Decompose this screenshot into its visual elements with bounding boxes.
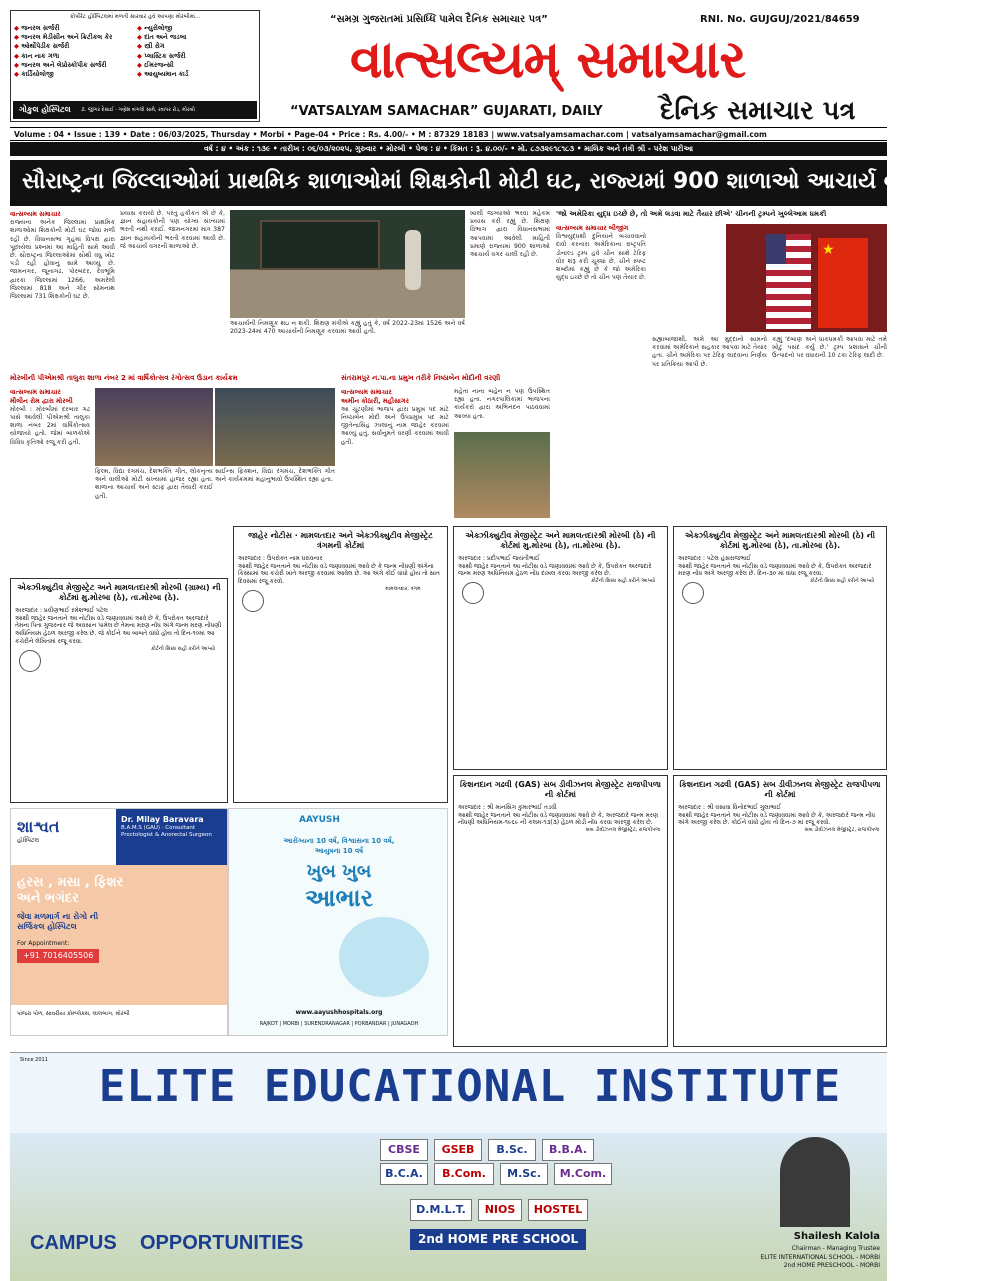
morbi-story-title: મોરબીની પીએમશ્રી તાલુકા શાળા નંબર 2 માં વાર્ષિકોત્સવ રંગોત્સવ ઉડાન કાર્યક્રમ (10, 374, 238, 382)
service-item: ◆ પ્લાસ્ટિક સર્જરી (137, 52, 256, 60)
lead-credit: વાત્સલ્યમ સમાચાર (10, 210, 61, 218)
course-badge: NIOS (478, 1199, 522, 1221)
notice-title: કિશનદાન ગઢવી (GAS) સબ ડીવીઝનલ મેજીસ્ટ્રેટ રાજપીપળા ની કોર્ટમાં (679, 780, 881, 800)
lead-story-col3 (230, 320, 465, 370)
classroom-photo (230, 210, 465, 318)
lead-story-col4 (470, 210, 550, 370)
seal-icon (682, 582, 704, 604)
notice-5 (453, 775, 668, 1047)
seal-icon (242, 590, 264, 612)
elite-institute-ad (10, 1052, 887, 1280)
notice-6 (673, 775, 887, 1047)
service-item: ◆ જનરલ મેડીસીન અને ક્રિટીકલ કેર (14, 33, 133, 41)
ad-line2: અને ભગંદર (17, 891, 79, 907)
notice-1 (10, 578, 228, 803)
morbi-credit: વાત્સલ્યમ સમાચાર (10, 388, 61, 396)
course-badge: HOSTEL (528, 1199, 588, 1221)
aayush-line2: આયુષના 10 વર્ષ (314, 847, 364, 855)
service-item: ◆ દાંત અને જડબા (137, 33, 256, 41)
ad-line1: હરસ , મસા , ફિશર (17, 875, 124, 890)
notice-case: અરજદાર : ઉપરોક્ત નામ ધરાવનાર (238, 554, 323, 562)
service-item: ◆ ઓર્થોપેડીક સર્જરી (14, 42, 133, 50)
notice-case: અરજદાર : પ્રદીપભાઈ જયંતીભાઈ (458, 554, 540, 562)
us-story-col1 (556, 224, 646, 424)
aayush-hospital-ad (228, 808, 448, 1036)
teacher-figure (405, 230, 421, 290)
notice-body: આથી જાહેર જનતાને આ નોટીસ વડે જણાવવામાં આવે છે કે જન્મ નોંધણી અંગેના કિસ્સામાં આ કચેરી ખાતે અરજી કરવામાં આવેલ છે. આ અંગે કોઈ વાંધો હોય તો સાત દિવસમાં રજૂ કરવો. (238, 562, 440, 586)
issue-info-bar: Volume : 04 • Issue : 139 • Date : 06/03/2025, Thursday • Morbi • Page-04 • Price : Rs. 4.00/- • M : 87329 18183 | www.vatsalyamsamachar.com | vatsalyamsamachar@gmail.com (10, 127, 887, 141)
morbi-author: મૌલીન રોમ દ્વારા મોરબી (10, 397, 73, 406)
masthead-hospital-ad (10, 10, 260, 122)
shashwat-address: પાંજરા પોળ, સાવરીયા કોમ્પ્લેક્સ, લાલબાગ, મોરબી (17, 1011, 130, 1017)
morbi-stage-photo-1 (95, 388, 213, 466)
us-story-col3 (772, 336, 887, 426)
santram-text-a: આ ચૂંટણીમાં ભાજપ દ્વારા પ્રમુખ પદ માટે નિષ્ઠાબેન મોદી અને ઉપપ્રમુખ પદ માટે જીતેન્દ્રસિંહ ઝાલાનું નામ જાહેર કરવામાં આવ્યું હતું. સર્વાનુમતે વરણી કરવામાં આવી હતી. (341, 405, 449, 446)
notice-body: આથી જાહેર જનતાને આ નોટીસ વડે જણાવવામાં આવે છે કે, ઉપરોક્ત અરજદારે જન્મ મરણ અધિનિયમ હેઠળ નોંધ દાખલ કરવા અરજી કરેલ છે. (458, 562, 652, 578)
notice-body: આથી જાહેર જનતાને આ નોટીસ વડે જણાવવામાં આવે છે કે, અરજદારે જન્મ નોંધ અંગે અરજી કરેલ છે. કોઈને વાંધો હોય તો દિન-૭ માં રજૂ કરવો. (678, 811, 876, 827)
ad-intro: કોર્પોરેટ હોસ્પિટલમાં મળતી સારવાર હવે આપણા મોરબીમાં... (69, 14, 201, 20)
appt-phone: +91 7016405506 (17, 949, 99, 963)
shashwat-hospital-ad (10, 808, 228, 1036)
newspaper-daily: દૈનિક સમાચાર પત્ર (660, 96, 856, 126)
santram-author: અમીન કોઠારી, મહીસાગર (341, 397, 409, 406)
santram-text-b: મહેતા નાના બહેન ન પણ ઉપસ્થિત રહ્યા હતા. નગરપાલિકામાં ભાજપના કાર્યકરો દ્વારા અભિનંદન પાઠવવામાં આવ્યા હતા. (454, 388, 550, 420)
course-badge: B.Sc. (488, 1139, 536, 1161)
aayush-line1: આરોગ્યના 10 વર્ષ, વિશ્વાસના 10 વર્ષ, (283, 837, 395, 845)
notice-case: અરજદાર : પટેલ હંસરાજભાઈ (678, 554, 751, 562)
campus-text: CAMPUS (30, 1232, 117, 1254)
hospital-name: ગોકુલ હોસ્પિટલ (19, 105, 71, 114)
us-credit: વાત્સલ્યમ સમાચાર (556, 224, 607, 232)
us-story-title: 'જો અમેરિકા યુદ્ધ ઇચ્છે છે, તો અમે લડવા માટે તૈયાર છીએ' ચીનની ટ્રમ્પને ખુલ્લેઆમ ધમકી (556, 209, 827, 218)
service-item: ◆ ઈમરજન્સી (137, 61, 256, 69)
aayush-cities: RAJKOT | MORBI | SURENDRANAGAR | PORBANDAR | JUNAGADH (259, 1021, 419, 1027)
shashwat-sub: હૉસ્પિટલ (17, 837, 40, 844)
morbi-text-a: મોરબી : મોરબીમાં દરબાર ગઢ પાસે આવેલી પીએમશ્રી તાલુકા શાળા નંબર 2માં વાર્ષિકોત્સવ યોજાયો હતો. જેમાં બાળકોએ વિવિધ કૃતિઓ રજૂ કરી હતી. (10, 405, 90, 446)
notice-body: આથી જાહેર જનતાને આ નોટીસ વડે જણાવવામાં આવે છે કે, ઉપરોક્ત અરજદારે મરણ નોંધ અંગે અરજી કરેલ છે. દિન-૩૦ માં વાંધા રજૂ કરવા. (678, 562, 872, 578)
ad-line3: જેવા મળમાર્ગ ના રોગો ની સર્જિકલ હોસ્પિટલ (17, 911, 99, 931)
course-badge: M.Sc. (500, 1163, 548, 1185)
aayush-logo: AAYUSH (299, 815, 340, 825)
course-badge: CBSE (380, 1139, 428, 1161)
notice-footer: કોર્ટની સિક્કા સહી કરીને આપ્યો (809, 578, 875, 585)
lead-text-b: પ્રયાસ કરાયો છે. પરંતુ હકીકત એ છે કે, જ્ઞાન સહાયકોની પણ યોગ્ય સંખ્યામાં ભરતી નથી કરાઈ. જામનગરમાં માત્ર 387 જ્ઞાન સહાયકોની ભરતી કરવામાં આવી છે. જે આચાર્ય વગરની શાળાઓ છે. (120, 210, 225, 250)
blackboard-shape (260, 220, 380, 270)
santram-story-title: સંતરામપુર ન.પા.ના પ્રમુખ તરીકે નિષ્ઠાબેન મોદીની વરણી (341, 374, 501, 382)
us-text-b: સહ્યાબાજાથી, અમે આ મુદ્દાનો સામનો કરવામાં અમેરિકાને સહકાર આપવા માટે તૈયાર હતા. ચીને અમેરિકા પર ટેરિફ લાદવાના નિર્ણય પર પ્રતિક્રિયા આપી છે. (652, 336, 767, 368)
chairman-role: Chairman - Managing Trustee (791, 1245, 880, 1252)
service-item: ◆ ન્યુરોલોજી (137, 24, 256, 32)
us-text-a: વિશ્વયુદ્ધથી દુનિયાને બચાવવાનો દાવો કરનારા અમેરિકાના રાષ્ટ્રપતિ ડોનાલ્ડ ટ્રમ્પ હવે ચીન સાથે ટેરિફ વોર શરૂ કરી ચૂક્યા છે. ચીને સ્પષ્ટ શબ્દોમાં કહ્યું છે કે જો અમેરિકા યુદ્ધ ઇચ્છે છે તો ચીન પણ તૈયાર છે. (556, 233, 646, 282)
notice-title: એક્ઝીક્યુટીવ મેજીસ્ટ્રેટ અને મામલતદારશ્રી મોરબી (ગ્રામ્ય) ની કોર્ટમાં મુ.મોરબા (ઠે), તા.મોરબા (ઠે). (17, 583, 221, 603)
anniversary-10-graphic (339, 917, 429, 997)
china-flag-shape: ★ (818, 238, 868, 328)
appt-label: For Appointment: (17, 939, 70, 947)
hospital-sub: ડૉ. જીગર દેસાઈ · ગણેશ બંગલો સામે, રવાપર રોડ, મોરબી (80, 106, 195, 113)
notice-2 (233, 526, 448, 803)
notice-footer: કોર્ટની સિક્કા સહી કરીને આપ્યો (150, 645, 216, 652)
service-list (14, 24, 256, 78)
chairman-name: Shailesh Kalola (793, 1231, 880, 1242)
notice-title: જાહેર નોટીસ · મામલતદાર અને એક્ઝીક્યુટીવ મેજીસ્ટ્રેટ ત્રંગમની કોર્ટમાં (248, 531, 433, 551)
main-headline: સૌરાષ્ટ્રના જિલ્લાઓમાં પ્રાથમિક શાળાઓમાં શિક્ષકોની મોટી ઘટ, રાજ્યમાં 900 શાળાઓ આચાર્ય વગરની !!! (10, 160, 887, 206)
notice-case: અરજદાર : શ્રી વસાવા વિનોદભાઈ ગુલાભાઈ (678, 803, 782, 811)
notice-footer: સબ ડીવીઝનલ મેજીસ્ટ્રેટ, રાજપીપળા (804, 827, 880, 834)
us-text-c: કહ્યું 'દબાણ અને ધાકધમકી આપવા માટે તમે ખોટું પસંદ કર્યું છે.' ટ્રમ્પ પ્રશાસને ચીની ઉત્પાદનો પર વધારાની 10 ટકા ટેરિફ લાદી છે. (772, 336, 887, 360)
doctor-degrees: B.A.M.S (GAU) · Consultant Proctologist & Anorectal Surgeon (121, 825, 212, 838)
course-badge: D.M.L.T. (410, 1199, 472, 1221)
course-badge: B.B.A. (542, 1139, 594, 1161)
santram-col2 (454, 388, 550, 430)
lead-story-col2 (120, 210, 225, 370)
us-flag-canton (766, 234, 786, 264)
us-china-flags-photo (726, 224, 887, 332)
seal-icon (19, 650, 41, 672)
us-story-col2 (652, 336, 767, 426)
lead-text-c: આચાર્યની નિમણૂક થઇ ન શકી. શિક્ષણ મંત્રીએ કહ્યું હતું કે, વર્ષ 2022-23માં 1526 અને વર્ષ 2023-24માં 470 આચાર્યની નિમણૂક કરવામાં આવી હતી. (230, 320, 465, 336)
aayush-website: www.aayushhospitals.org (295, 1009, 383, 1016)
service-item: ◆ જનરલ અને લેપ્રોસ્કોપીક સર્જરી (14, 61, 133, 69)
aayush-big2: આભાર (304, 884, 374, 912)
santram-col1 (341, 388, 449, 518)
us-place: બીજીંગ (608, 224, 629, 232)
service-item: ◆ જનરલ સર્જરી (14, 24, 133, 32)
rni-number: RNI. No. GUJGUJ/2021/84659 (700, 14, 860, 25)
notice-4 (673, 526, 887, 770)
lead-story-col1 (10, 210, 115, 370)
seal-icon (462, 582, 484, 604)
tagline: “સમગ્ર ગુજરાતમાં પ્રસિધ્ધિ પામેલ દૈનિક સમાચાર પત્ર” (330, 14, 548, 25)
newspaper-name-en: “VATSALYAM SAMACHAR” GUJARATI, DAILY (290, 104, 603, 119)
santram-credit: વાત્સલ્યમ સમાચાર (341, 388, 392, 396)
preschool-banner: 2nd HOME PRE SCHOOL (410, 1229, 586, 1250)
notice-title: કિશનદાન ગઢવી (GAS) સબ ડીવીઝનલ મેજીસ્ટ્રેટ રાજપીપળા ની કોર્ટમાં (459, 780, 662, 800)
morbi-story-col2 (95, 468, 213, 573)
notice-title: એક્ઝીક્યુટીવ મેજીસ્ટ્રેટ અને મામલતદારશ્રી મોરબી (ઠે) ની કોર્ટમાં મુ.મોરબા (ઠે), તા.મોરબા (ઠે). (465, 531, 656, 551)
institution-2: 2nd HOME PRESCHOOL - MORBI (783, 1262, 880, 1269)
chairman-portrait (780, 1137, 850, 1227)
service-item: ◆ કાર્ડિયોલોજી (14, 70, 133, 78)
elite-since: Since 2011 (20, 1057, 48, 1063)
notice-case: અરજદાર : શ્રી માનસિંગ કુમારભાઈ તડવી (458, 803, 557, 811)
notice-footer: સબ ડીવીઝનલ મેજીસ્ટ્રેટ, રાજપીપળા (585, 827, 661, 834)
morbi-text-c: સાઈન્સ ફિક્શન, વિદ્યા રંગમંચ, દેશભક્તિ ગીત અને કાર્યક્રમમાં મહાનુભાવો ઉપસ્થિત રહ્યા હતા. (215, 468, 335, 484)
course-badge: M.Com. (554, 1163, 612, 1185)
santram-photo (454, 432, 550, 518)
morbi-text-b: ફિલ્મ, વિદ્યા રંગમંચ, દેશભક્તિ ગીત, લોકનૃત્ય અને વાલીઓ મોટી સંખ્યામાં હાજર રહ્યા હતા. શાળાના આચાર્ય અને સ્ટાફ દ્વારા તૈયારી કરાઈ હતી. (95, 468, 213, 500)
notice-case: અરજદાર : પ્રવીણભાઈ રમેશભાઈ પટેલ (15, 606, 108, 614)
service-item: ◆ સ્ત્રી રોગ (137, 42, 256, 50)
morbi-story-col1 (10, 388, 90, 573)
notice-body: આથી જાહેર જનતાને આ નોટીસ વડે જણાવવામાં આવે છે કે, અરજદારે જન્મ મરણ નોંધણી અધિનિયમ-૧૯૬૯ ની કલમ-૧૩(૩) હેઠળ મોડી નોંધ કરવા અરજી કરેલ છે. (458, 811, 659, 827)
lead-text-a: રાજ્યના અનેક જિલ્લામાં પ્રાથમિક શાળાઓમાં શિક્ષકોની મોટી ઘટ જોવા મળી રહી છે. વિધાનસભા ગૃહમાં વિપક્ષ દ્વારા પૂછાયેલા પ્રશ્નમાં આ માહિતી સામે આવી છે. સૌરાષ્ટ્રના જિલ્લાઓમાં સૌથી વધુ ખોટ પડી રહી હોવાનું સામે આવ્યું છે. જામનગર, જૂનાગઢ, પોરબંદર, દેવભૂમિ દ્વારકા જિલ્લામાં 1266, અમરેલી જિલ્લામાં 818 અને ગીર સોમનાથ જિલ્લામાં 731 શિક્ષકોની ઘટ છે. (10, 219, 115, 300)
institution-1: ELITE INTERNATIONAL SCHOOL - MORBI (760, 1254, 880, 1261)
issue-info-bar-gu: વર્ષ : ૪ • અંક : ૧૩૯ • તારીખ : ૦૬/૦૩/૨૦૨૫, ગુરુવાર • મોરબી • પેજ : ૪ • કિંમત : રૂ. ૪.૦૦/- • મો. ૮૭૩૨૯૧૮૧૮૩ • માલિક અને તંત્રી શ્રી - પરેશ પારીઆ (10, 142, 887, 156)
notice-body: આથી જાહેર જનતાને આ નોટીસ વડે જણાવવામાં આવે છે કે, ઉપરોક્ત અરજદારે તેમના પિતા ગુજરનાર જે અવસાન પામેલ છે તેમના મરણ નોંધ અંગે જન્મ મરણ નોંધણી અધિનિયમ હેઠળ અરજી કરેલ છે. જે કોઈને આ બાબતે વાંધો હોય તો દિન-૧૦માં આ કચેરીને લેખિતમાં રજૂ કરવા. (15, 614, 222, 645)
service-item: ◆ કાન નાક ગળા (14, 52, 133, 60)
notice-3 (453, 526, 668, 770)
notice-footer: કોર્ટની સિક્કા સહી કરીને આપ્યો (590, 578, 656, 585)
shashwat-logo: શાશ્વત (17, 817, 60, 836)
service-item: ◆ આયુષ્યમાન કાર્ડ (137, 70, 256, 78)
morbi-stage-photo-2 (215, 388, 335, 466)
course-badge: B.C.A. (380, 1163, 428, 1185)
elite-title: ELITE EDUCATIONAL INSTITUTE (98, 1061, 842, 1112)
aayush-big1: ખુબ ખુબ (306, 861, 372, 882)
lead-text-d: ખાલી જગ્યાઓ ભરવા મહેકમ પ્રયાસ કરી રહ્યું છે. શિક્ષણ વિભાગ દ્વારા વિધાનસભામાં આપવામાં આવેલી માહિતી પ્રમાણે રાજ્યમાં 900 શાળાઓ આચાર્ય વગર ચાલી રહી છે. (470, 210, 550, 258)
notice-footer: મામલતદાર, ત્રંગમ (385, 585, 421, 592)
doctor-name: Dr. Milay Baravara (121, 815, 204, 824)
hospital-banner (13, 101, 257, 119)
course-badge: B.Com. (434, 1163, 494, 1185)
newspaper-logo: વાત્સલ્યમ્ સમાચાર (350, 29, 746, 90)
notice-title: એક્ઝીક્યુટીવ મેજીસ્ટ્રેટ અને મામલતદારશ્રી મોરબી (ઠે) ની કોર્ટમાં મુ.મોરબા (ઠે), તા.મોરબા (ઠે). (684, 531, 876, 551)
opportunities-text: OPPORTUNITIES (140, 1232, 304, 1254)
course-badge: GSEB (434, 1139, 482, 1161)
